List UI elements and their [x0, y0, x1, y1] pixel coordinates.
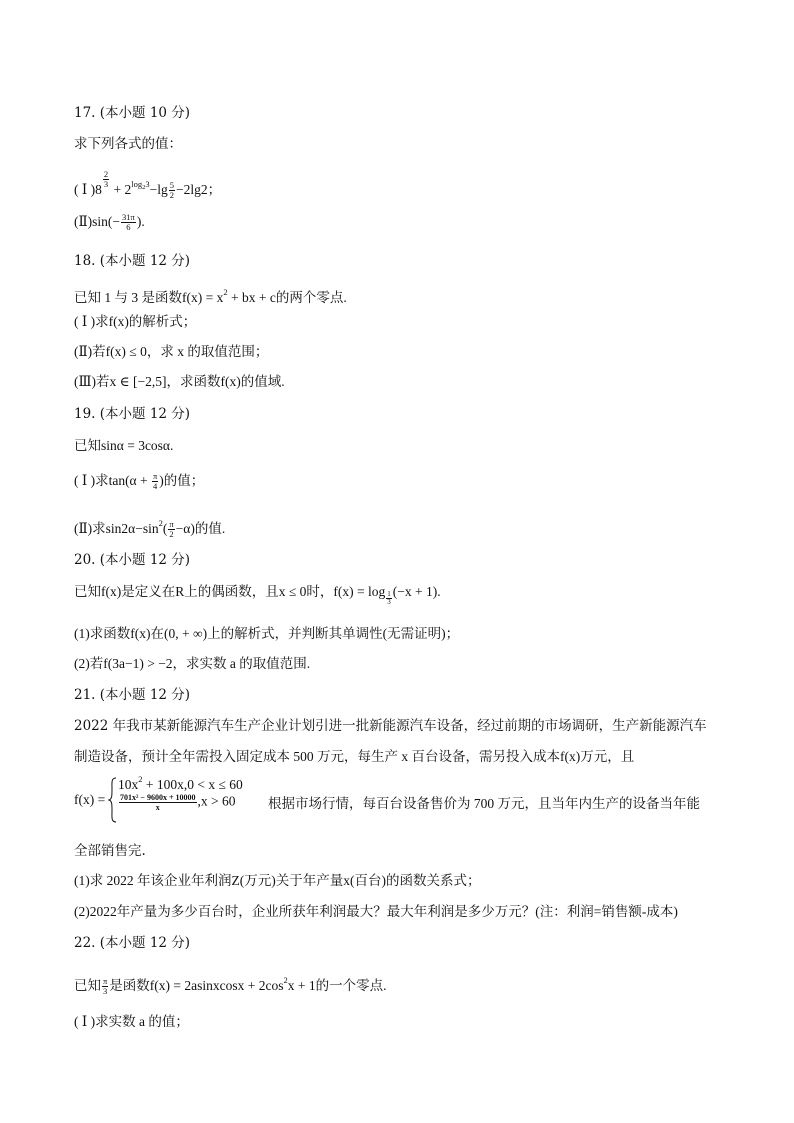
q20-header: 20. (本小题 12 分): [74, 552, 191, 568]
q19-stem: 已知sinα = 3cosα.: [74, 438, 174, 453]
q20-stem: 已知f(x)是定义在R上的偶函数，且x ≤ 0时，f(x) = log $\frac{1}{3}$ (−x + 1).: [74, 584, 441, 606]
q21-stem-line2: 制造设备，预计全年需投入固定成本 500 万元，每生产 x 百台设备，需另投入成本f(x)万元，且: [74, 749, 635, 764]
left-brace-icon: [108, 777, 118, 823]
q19-part2: (Ⅱ)求$\sin 2\alpha-\sin^2$( $\frac{\pi}{2}$ −α)的值.: [74, 518, 226, 540]
q22-stem: 已知 $\frac{\pi}{3}$ 是函数f(x) = 2asinxcosx + $2\cos^2x + 1$的一个零点.: [74, 975, 387, 997]
q17-prompt: 求下列各式的值：: [74, 136, 182, 152]
q21-case1: $10x^2 + 100x,0 < x \le 60$: [118, 774, 243, 792]
q17-part1: ( Ⅰ )8 $^{\frac{2}{3}}$ + $2^{log_23}-\lg$ $\frac{5}{2}$ −2lg2；: [74, 169, 222, 201]
q18-part1: ( Ⅰ )求f(x)的解析式；: [74, 314, 197, 329]
q19-part1: ( Ⅰ )求tan(α + $\frac{\pi}{4}$ )的值；: [74, 471, 205, 492]
q20-part2: (2)若f(3a−1) > −2，求实数 a 的取值范围.: [74, 656, 311, 671]
q17-part2: (Ⅱ)sin(− $\frac{31\pi}{6}$ ).: [74, 212, 145, 233]
q18-header: 18. (本小题 12 分): [74, 253, 191, 269]
q21-stem-line3: 全部销售完.: [74, 843, 146, 859]
q22-part1: ( Ⅰ )求实数 a 的值；: [74, 1014, 189, 1029]
q18-part3: (Ⅲ)若x ∈ [−2,5]，求函数f(x)的值域.: [74, 374, 285, 389]
q21-header: 21. (本小题 12 分): [74, 687, 191, 703]
q17-header: 17. (本小题 10 分): [74, 105, 191, 121]
q21-after-case: 根据市场行情，每百台设备售价为 700 万元，且当年内生产的设备当年能: [268, 796, 700, 811]
q20-part1: (1)求函数f(x)在(0, + ∞)上的解析式，并判断其单调性(无需证明)；: [74, 626, 460, 641]
q21-part1: (1)求 2022 年该企业年利润Z(万元)关于年产量x(百台)的函数关系式；: [74, 873, 481, 888]
q21-fx-label: f(x) =: [74, 792, 106, 807]
q21-stem-line1: 2022 年我市某新能源汽车生产企业计划引进一批新能源汽车设备，经过前期的市场调研，生产新能源汽车: [74, 718, 707, 734]
q19-header: 19. (本小题 12 分): [74, 406, 191, 422]
q21-case2: $\frac{\text{701x² − 9600x + 10000}}{x}$ ,x > 60: [120, 793, 236, 812]
q22-header: 22. (本小题 12 分): [74, 935, 191, 951]
q18-part2: (Ⅱ)若f(x) ≤ 0，求 x 的取值范围；: [74, 344, 269, 359]
q18-stem: 已知 1 与 3 是函数$f(x) = x^2$ + bx + c的两个零点.: [74, 287, 347, 305]
q21-part2: (2)2022年产量为多少百台时，企业所获年利润最大？最大年利润是多少万元？(注：利润=销售额-成本): [74, 904, 678, 919]
